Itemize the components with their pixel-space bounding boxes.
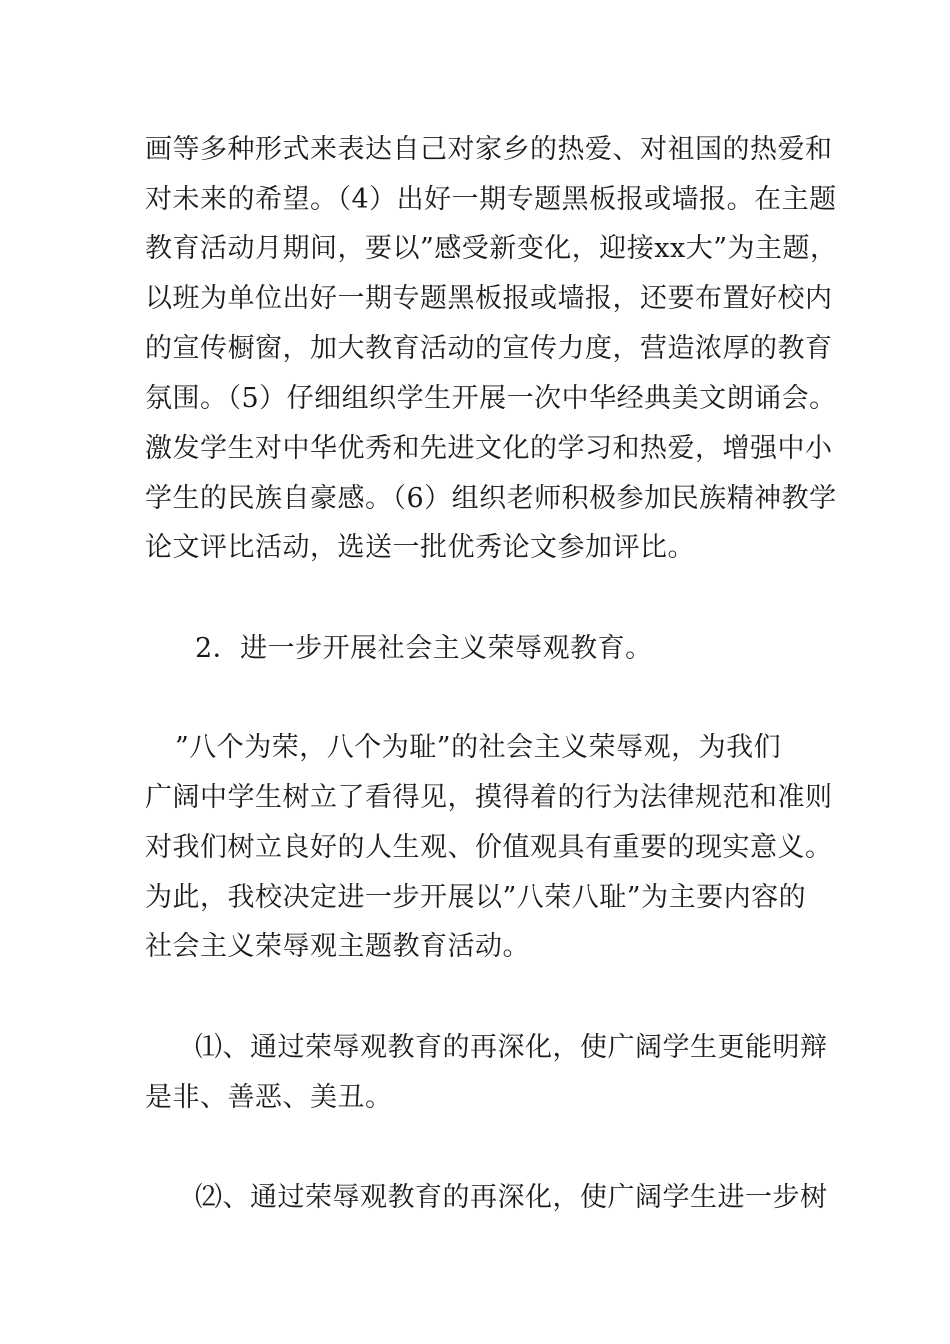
paragraph-3-line-2: 广阔中学生树立了看得见，摸得着的行为法律规范和准则	[145, 782, 833, 813]
item-2-line-1: ⑵、通过荣辱观教育的再深化，使广阔学生进一步树	[195, 1182, 828, 1213]
paragraph-3-line-5: 社会主义荣辱观主题教育活动。	[145, 931, 530, 962]
paragraph-1-line-9: 论文评比活动，选送一批优秀论文参加评比。	[145, 532, 695, 563]
paragraph-1-line-6: 氛围。（5）仔细组织学生开展一次中华经典美文朗诵会。	[145, 383, 837, 414]
paragraph-1-line-4: 以班为单位出好一期专题黑板报或墙报，还要布置好校内	[145, 283, 833, 314]
paragraph-3-line-3: 对我们树立良好的人生观、价值观具有重要的现实意义。	[145, 832, 833, 863]
paragraph-1-line-2: 对未来的希望。（4）出好一期专题黑板报或墙报。在主题	[145, 184, 837, 215]
item-1-line-2: 是非、善恶、美丑。	[145, 1082, 393, 1113]
paragraph-1-line-8: 学生的民族自豪感。（6）组织老师积极参加民族精神教学	[145, 483, 837, 514]
paragraph-1-line-5: 的宣传橱窗，加大教育活动的宣传力度，营造浓厚的教育	[145, 333, 833, 364]
paragraph-1-line-7: 激发学生对中华优秀和先进文化的学习和热爱，增强中小	[145, 433, 833, 464]
paragraph-1-line-3: 教育活动月期间，要以”感受新变化，迎接xx大”为主题，	[145, 233, 838, 264]
paragraph-3-line-1: ”八个为荣，八个为耻”的社会主义荣辱观，为我们	[175, 732, 782, 763]
item-1-line-1: ⑴、通过荣辱观教育的再深化，使广阔学生更能明辩	[195, 1032, 828, 1063]
paragraph-1-line-1: 画等多种形式来表达自己对家乡的热爱、对祖国的热爱和	[145, 134, 833, 165]
section-heading: 2．进一步开展社会主义荣辱观教育。	[195, 633, 653, 664]
paragraph-3-line-4: 为此，我校决定进一步开展以”八荣八耻”为主要内容的	[145, 882, 807, 913]
